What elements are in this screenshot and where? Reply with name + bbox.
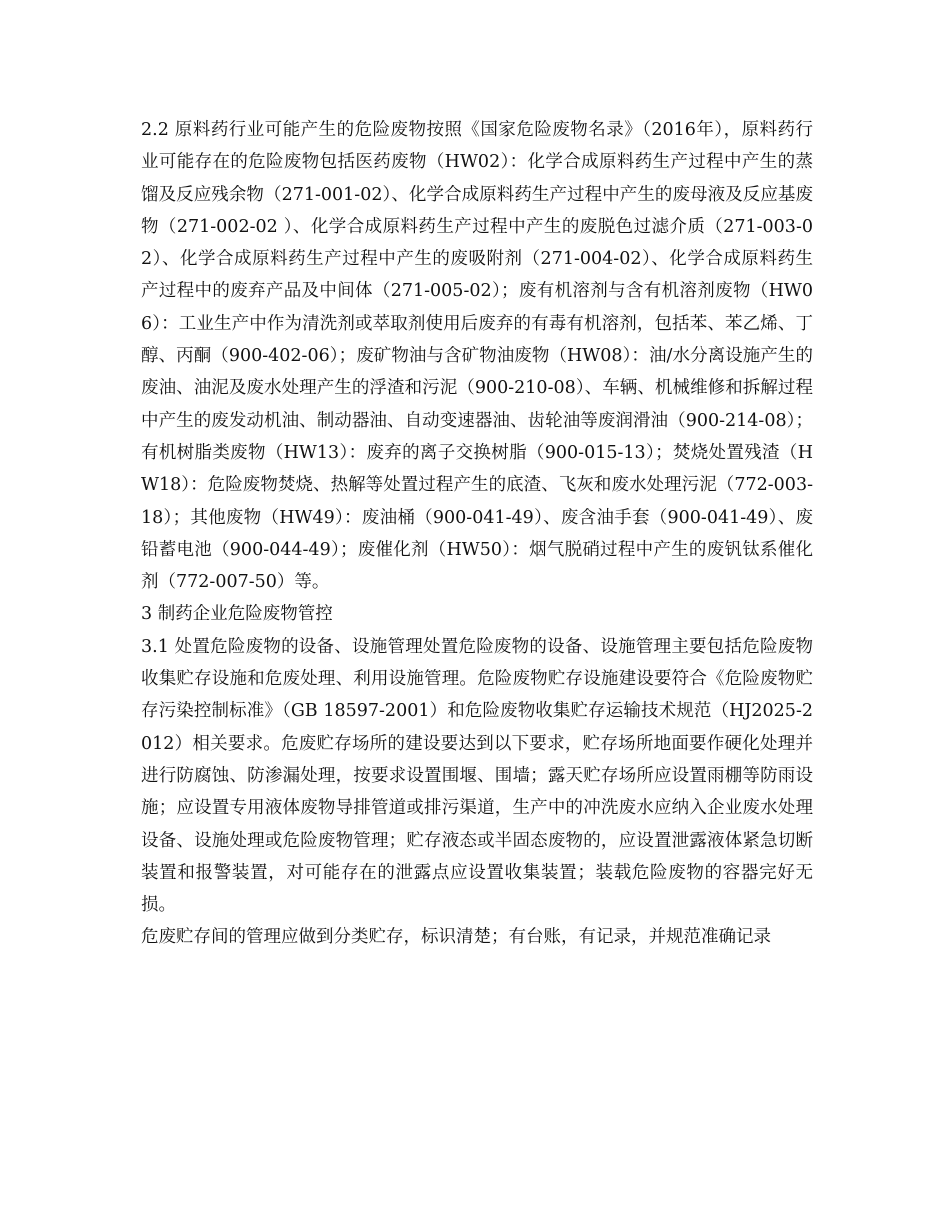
document-body [141, 114, 813, 954]
paragraph-storage-management: 危废贮存间的管理应做到分类贮存，标识清楚；有台账，有记录，并规范准确记录 [141, 927, 771, 948]
paragraph-facility-management: 3.1 处置危险废物的设备、设施管理处置危险废物的设备、设施管理主要包括危险废物收集贮存设施和危废处理、利用设施管理。危险废物贮存设施建设要符合《危险废物贮存污染控制标准》（GB 18597-2001）和危险废物收集贮存运输技术规范（HJ2025-2012）相关要求。危废贮存场所的建设要达到以下要求，贮存场所地面要作硬化处理并进行防腐蚀、防渗漏处理，按要求设置围堰、围墙；露天贮存场所应设置雨棚等防雨设施；应设置专用液体废物导排管道或排污渠道，生产中的冲洗废水应纳入企业废水处理设备、设施处理或危险废物管理；贮存液态或半固态废物的，应设置泄露液体紧急切断装置和报警装置，对可能存在的泄露点应设置收集装置；装载危险废物的容器完好无损。 [141, 636, 813, 916]
paragraph-hazardous-waste-list: 2.2 原料药行业可能产生的危险废物按照《国家危险废物名录》（2016年），原料药行业可能存在的危险废物包括医药废物（HW02）：化学合成原料药生产过程中产生的蒸馏及反应残余物（271-001-02）、化学合成原料药生产过程中产生的废母液及反应基废物（271-002-02 ）、化学合成原料药生产过程中产生的废脱色过滤介质（271-003-02）、化学合成原料药生产过程中产生的废吸附剂（271-004-02）、化学合成原料药生产过程中的废弃产品及中间体（271-005-02）；废有机溶剂与含有机溶剂废物（HW06）：工业生产中作为清洗剂或萃取剂使用后废弃的有毒有机溶剂，包括苯、苯乙烯、丁醇、丙酮（900-402-06）；废矿物油与含矿物油废物（HW08）：油/水分离设施产生的废油、油泥及废水处理产生的浮渣和污泥（900-210-08）、车辆、机械维修和拆解过程中产生的废发动机油、制动器油、自动变速器油、齿轮油等废润滑油（900-214-08）；有机树脂类废物（HW13）：废弃的离子交换树脂（900-015-13）；焚烧处置残渣（HW18）：危险废物焚烧、热解等处置过程产生的底渣、飞灰和废水处理污泥（772-003-18）；其他废物（HW49）：废油桶（900-041-49）、废含油手套（900-041-49）、废铅蓄电池（900-044-49）；废催化剂（HW50）：烟气脱硝过程中产生的废钒钛系催化剂（772-007-50）等。 [141, 120, 813, 593]
section-heading-3: 3 制药企业危险废物管控 [141, 604, 333, 625]
